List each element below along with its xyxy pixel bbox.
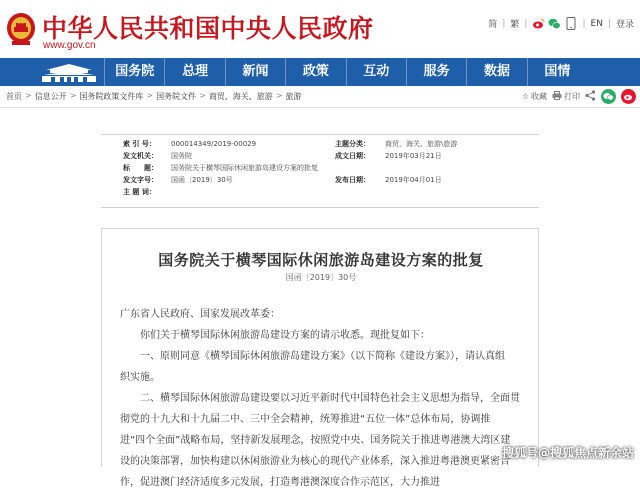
body-line: 彻党的十九大和十九届二中、三中全会精神，统筹推进“五位一体”总体布局，协调推	[120, 414, 491, 425]
breadcrumb-separator: >	[69, 91, 77, 100]
meta-value: 2019年03月21日	[385, 152, 442, 160]
breadcrumb-info-disclosure[interactable]: 信息公开	[34, 92, 67, 101]
main-nav	[0, 58, 640, 86]
nav-item-data[interactable]: 数据	[466, 58, 526, 86]
breadcrumb-bar	[0, 86, 640, 108]
meta-key: 发布日期：	[335, 176, 370, 184]
print-button[interactable]	[552, 91, 580, 102]
body-line: 二、横琴国际休闲旅游岛建设要以习近平新时代中国特色社会主义思想为指导，全面贯	[140, 393, 520, 404]
wechat-share-icon[interactable]	[601, 89, 616, 104]
top-links	[488, 17, 634, 30]
meta-value: 国务院关于横琴国际休闲旅游岛建设方案的批复	[171, 164, 318, 172]
nav-item-national-info[interactable]: 国情	[527, 58, 587, 86]
site-domain: www.gov.cn	[43, 40, 96, 51]
breadcrumb-separator: >	[275, 91, 283, 100]
site-title[interactable]: 中华人民共和国中央人民政府	[42, 14, 374, 43]
breadcrumb-separator: >	[25, 91, 32, 100]
meta-key: 主题分类：	[335, 140, 370, 148]
breadcrumb-policy-library[interactable]: 国务院政策文件库	[79, 92, 144, 101]
meta-key: 索 引 号：	[123, 140, 156, 148]
favorite-button[interactable]	[522, 91, 547, 102]
breadcrumb-separator: >	[146, 91, 154, 100]
meta-value: 000014349/2019-00029	[171, 140, 257, 148]
nav-item-interaction[interactable]: 互动	[346, 58, 406, 86]
breadcrumb-state-council-files[interactable]: 国务院文件	[156, 92, 197, 101]
weibo-icon[interactable]	[532, 17, 545, 30]
breadcrumb	[6, 91, 302, 102]
wechat-icon[interactable]	[548, 17, 561, 30]
meta-row-title	[101, 162, 539, 174]
mobile-icon[interactable]	[564, 17, 577, 30]
body-line: 一、原则同意《横琴国际休闲旅游岛建设方案》（以下简称《建设方案》），请认真组	[140, 351, 505, 362]
addressee: 广东省人民政府、国家发展改革委：	[120, 309, 280, 320]
share-button[interactable]	[585, 90, 596, 103]
breadcrumb-trade-customs-tourism[interactable]: 商贸、海关、旅游	[208, 92, 273, 101]
star-icon: ☆	[521, 92, 529, 101]
meta-key: 发文字号：	[123, 176, 158, 184]
document-metadata	[101, 134, 539, 208]
lang-english-link[interactable]: EN	[590, 18, 603, 29]
meta-value: 2019年04月01日	[385, 176, 442, 184]
divider: |	[502, 18, 506, 29]
meta-key: 标 题：	[123, 164, 158, 172]
nav-item-state-council[interactable]: 国务院	[104, 58, 164, 86]
body-line: 进“四个全面”战略布局，坚持新发展理念，按照党中央、国务院关于推进粤港澳大湾区建	[120, 435, 511, 446]
body-line: 你们关于横琴国际休闲旅游岛建设方案的请示收悉。现批复如下：	[140, 330, 430, 341]
national-emblem-icon[interactable]	[6, 12, 36, 46]
print-label: 打印	[564, 92, 580, 101]
nav-item-services[interactable]: 服务	[406, 58, 466, 86]
nav-items	[104, 58, 587, 86]
meta-key: 成文日期：	[335, 152, 370, 160]
meta-key: 主 题 词：	[123, 188, 156, 196]
divider: |	[524, 18, 528, 29]
page-tools	[522, 89, 636, 104]
watermark: 搜狐号@搜狐焦点新余站	[501, 446, 634, 460]
meta-row-issuer	[101, 150, 539, 162]
document-number: 国函〔2019〕30号	[285, 273, 357, 282]
weibo-share-icon[interactable]	[621, 89, 636, 104]
login-link[interactable]: 登录	[615, 20, 634, 30]
meta-row-index	[101, 138, 539, 150]
favorite-label: 收藏	[531, 92, 547, 101]
breadcrumb-separator: >	[199, 91, 206, 100]
meta-key: 发文机关：	[123, 152, 158, 160]
nav-item-news[interactable]: 新闻	[225, 58, 285, 86]
body-line: 织实施。	[120, 372, 160, 383]
meta-row-keywords	[101, 186, 539, 198]
share-icon	[585, 90, 596, 103]
lang-simplified-link[interactable]: 简	[488, 20, 498, 30]
tiananmen-icon	[40, 61, 98, 83]
breadcrumb-tourism[interactable]: 旅游	[285, 92, 302, 101]
nav-item-policy[interactable]: 政策	[285, 58, 345, 86]
nav-item-premier[interactable]: 总理	[164, 58, 224, 86]
document-title: 国务院关于横琴国际休闲旅游岛建设方案的批复	[158, 251, 484, 269]
body-line: 设的决策部署，加快构建以休闲旅游业为核心的现代产业体系，深入推进粤港澳更紧密合	[120, 456, 510, 467]
divider: |	[582, 18, 586, 29]
meta-row-doc-number	[101, 174, 539, 186]
meta-value: 国务院	[171, 152, 192, 160]
divider: |	[607, 18, 611, 29]
meta-value: 商贸、海关、旅游\旅游	[385, 140, 458, 148]
lang-traditional-link[interactable]: 繁	[510, 20, 520, 30]
breadcrumb-home[interactable]: 首页	[6, 92, 22, 101]
site-header	[0, 0, 640, 58]
meta-value: 国函〔2019〕30号	[171, 176, 233, 184]
body-line: 作，促进澳门经济适度多元发展，打造粤港澳深度合作示范区，大力推进	[120, 477, 440, 488]
printer-icon	[552, 91, 562, 102]
document-body	[120, 304, 544, 493]
